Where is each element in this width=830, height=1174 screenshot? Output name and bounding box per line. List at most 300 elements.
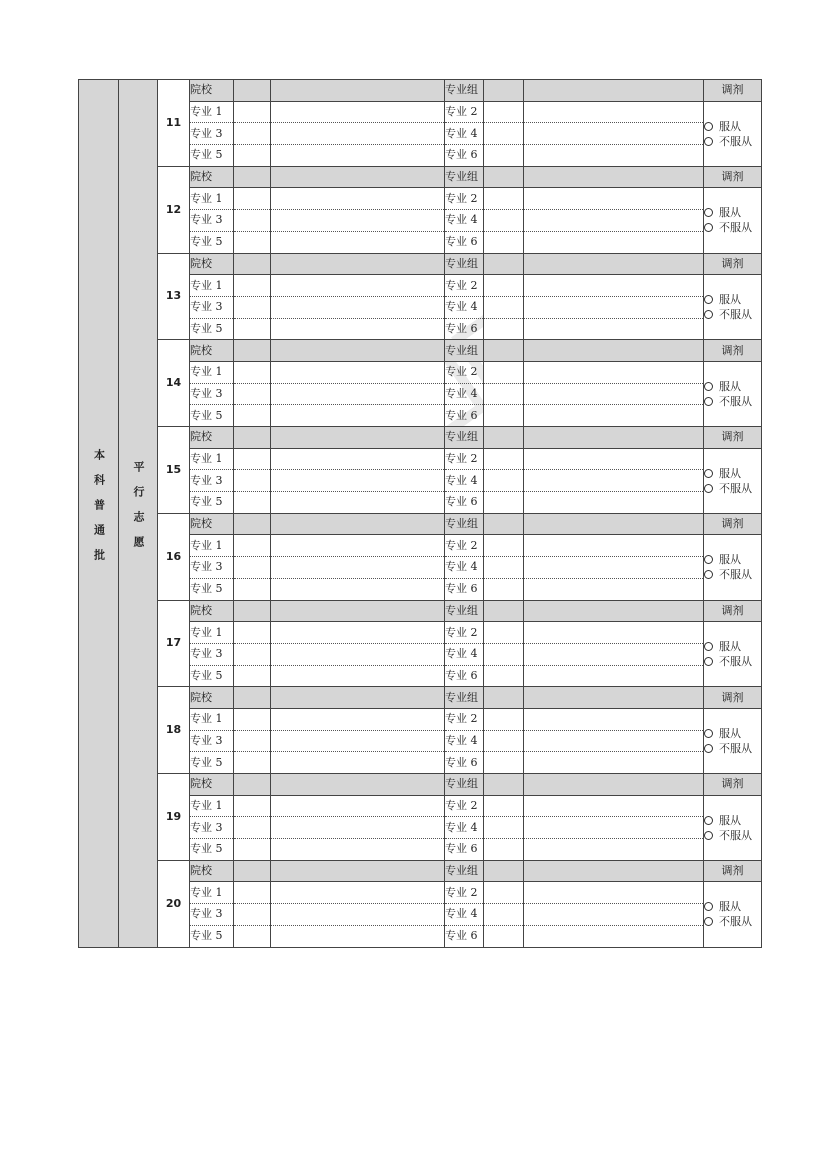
major-name-input[interactable] bbox=[524, 708, 704, 730]
major-code-input[interactable] bbox=[234, 145, 271, 167]
major-label: 专业 3 bbox=[190, 557, 234, 579]
major-label: 专业 5 bbox=[190, 578, 234, 600]
school-code-input[interactable] bbox=[234, 600, 271, 622]
major-name-input[interactable] bbox=[271, 925, 445, 947]
group-code-input[interactable] bbox=[484, 253, 524, 275]
major-code-input[interactable] bbox=[234, 231, 271, 253]
major-name-input[interactable] bbox=[271, 318, 445, 340]
major-label: 专业 5 bbox=[190, 318, 234, 340]
major-name-input[interactable] bbox=[524, 730, 704, 752]
major-label: 专业 5 bbox=[190, 492, 234, 514]
major-code-input[interactable] bbox=[484, 535, 524, 557]
major-code-input[interactable] bbox=[484, 361, 524, 383]
major-code-input[interactable] bbox=[484, 817, 524, 839]
major-code-input[interactable] bbox=[234, 101, 271, 123]
obey-option-label: 服从 bbox=[719, 813, 741, 827]
major-name-input[interactable] bbox=[524, 405, 704, 427]
volunteer-header-row bbox=[79, 340, 762, 362]
radio-circle-icon[interactable] bbox=[704, 469, 713, 478]
radio-circle-icon[interactable] bbox=[704, 831, 713, 840]
major-code-input[interactable] bbox=[234, 643, 271, 665]
major-label: 专业 1 bbox=[190, 101, 234, 123]
group-name-input[interactable] bbox=[524, 253, 704, 275]
major-name-input[interactable] bbox=[271, 275, 445, 297]
major-code-input[interactable] bbox=[234, 470, 271, 492]
major-code-input[interactable] bbox=[234, 578, 271, 600]
radio-circle-icon[interactable] bbox=[704, 902, 713, 911]
obey-option-label: 服从 bbox=[719, 466, 741, 480]
major-name-input[interactable] bbox=[524, 123, 704, 145]
major-label: 专业 4 bbox=[445, 557, 484, 579]
radio-circle-icon[interactable] bbox=[704, 137, 713, 146]
major-name-input[interactable] bbox=[524, 622, 704, 644]
major-name-input[interactable] bbox=[271, 752, 445, 774]
adjust-label: 调剂 bbox=[704, 253, 762, 275]
obey-option[interactable] bbox=[704, 119, 761, 134]
group-label: 专业组 bbox=[445, 687, 484, 709]
major-name-input[interactable] bbox=[524, 795, 704, 817]
volunteer-header-row bbox=[79, 166, 762, 188]
major-label: 专业 2 bbox=[445, 882, 484, 904]
major-code-input[interactable] bbox=[234, 405, 271, 427]
not-obey-option-label: 不服从 bbox=[719, 221, 752, 235]
group-code-input[interactable] bbox=[484, 166, 524, 188]
major-name-input[interactable] bbox=[271, 622, 445, 644]
major-code-input[interactable] bbox=[484, 665, 524, 687]
school-code-input[interactable] bbox=[234, 860, 271, 882]
school-name-input[interactable] bbox=[271, 600, 445, 622]
major-label: 专业 3 bbox=[190, 817, 234, 839]
school-code-input[interactable] bbox=[234, 80, 271, 102]
group-label: 专业组 bbox=[445, 513, 484, 535]
not-obey-option-label: 不服从 bbox=[719, 134, 752, 148]
adjust-label: 调剂 bbox=[704, 340, 762, 362]
major-code-input[interactable] bbox=[234, 622, 271, 644]
school-label: 院校 bbox=[190, 427, 234, 449]
major-code-input[interactable] bbox=[234, 708, 271, 730]
group-label: 专业组 bbox=[445, 80, 484, 102]
school-code-input[interactable] bbox=[234, 513, 271, 535]
major-name-input[interactable] bbox=[524, 925, 704, 947]
major-code-input[interactable] bbox=[484, 839, 524, 861]
group-label: 专业组 bbox=[445, 166, 484, 188]
major-label: 专业 6 bbox=[445, 925, 484, 947]
radio-circle-icon[interactable] bbox=[704, 555, 713, 564]
school-name-input[interactable] bbox=[271, 774, 445, 796]
major-code-input[interactable] bbox=[484, 448, 524, 470]
group-label: 专业组 bbox=[445, 427, 484, 449]
major-label: 专业 1 bbox=[190, 448, 234, 470]
major-code-input[interactable] bbox=[234, 275, 271, 297]
major-label: 专业 1 bbox=[190, 708, 234, 730]
major-label: 专业 4 bbox=[445, 296, 484, 318]
not-obey-option[interactable] bbox=[704, 134, 761, 149]
major-name-input[interactable] bbox=[524, 557, 704, 579]
volunteer-type-cell bbox=[119, 80, 158, 948]
adjust-label: 调剂 bbox=[704, 687, 762, 709]
group-label: 专业组 bbox=[445, 860, 484, 882]
batch-cell bbox=[79, 80, 119, 948]
major-name-input[interactable] bbox=[271, 708, 445, 730]
volunteer-header-row bbox=[79, 860, 762, 882]
obey-option[interactable] bbox=[704, 899, 761, 914]
group-code-input[interactable] bbox=[484, 774, 524, 796]
volunteer-number: 16 bbox=[158, 513, 190, 600]
obey-option[interactable] bbox=[704, 205, 761, 220]
major-code-input[interactable] bbox=[484, 882, 524, 904]
major-code-input[interactable] bbox=[234, 123, 271, 145]
major-code-input[interactable] bbox=[234, 492, 271, 514]
major-name-input[interactable] bbox=[271, 296, 445, 318]
school-code-input[interactable] bbox=[234, 166, 271, 188]
major-code-input[interactable] bbox=[484, 405, 524, 427]
major-code-input[interactable] bbox=[234, 188, 271, 210]
major-code-input[interactable] bbox=[484, 210, 524, 232]
adjust-label: 调剂 bbox=[704, 80, 762, 102]
volunteer-header-row bbox=[79, 600, 762, 622]
major-name-input[interactable] bbox=[524, 231, 704, 253]
adjust-options bbox=[704, 535, 762, 600]
major-label: 专业 1 bbox=[190, 622, 234, 644]
major-name-input[interactable] bbox=[271, 145, 445, 167]
volunteer-header-row bbox=[79, 774, 762, 796]
major-code-input[interactable] bbox=[484, 578, 524, 600]
major-code-input[interactable] bbox=[234, 210, 271, 232]
group-label: 专业组 bbox=[445, 774, 484, 796]
major-name-input[interactable] bbox=[271, 904, 445, 926]
major-code-input[interactable] bbox=[484, 231, 524, 253]
volunteer-number: 18 bbox=[158, 687, 190, 774]
major-label: 专业 3 bbox=[190, 383, 234, 405]
volunteer-number: 12 bbox=[158, 166, 190, 253]
major-name-input[interactable] bbox=[271, 643, 445, 665]
major-label: 专业 2 bbox=[445, 188, 484, 210]
major-code-input[interactable] bbox=[234, 448, 271, 470]
major-name-input[interactable] bbox=[271, 882, 445, 904]
major-label: 专业 2 bbox=[445, 795, 484, 817]
major-label: 专业 1 bbox=[190, 882, 234, 904]
major-code-input[interactable] bbox=[484, 492, 524, 514]
major-code-input[interactable] bbox=[484, 275, 524, 297]
major-label: 专业 6 bbox=[445, 665, 484, 687]
group-name-input[interactable] bbox=[524, 687, 704, 709]
major-label: 专业 5 bbox=[190, 925, 234, 947]
major-name-input[interactable] bbox=[524, 210, 704, 232]
radio-circle-icon[interactable] bbox=[704, 208, 713, 217]
radio-circle-icon[interactable] bbox=[704, 744, 713, 753]
major-code-input[interactable] bbox=[234, 361, 271, 383]
group-code-input[interactable] bbox=[484, 860, 524, 882]
major-name-input[interactable] bbox=[524, 665, 704, 687]
group-code-input[interactable] bbox=[484, 427, 524, 449]
adjust-label: 调剂 bbox=[704, 513, 762, 535]
major-code-input[interactable] bbox=[484, 296, 524, 318]
major-name-input[interactable] bbox=[524, 188, 704, 210]
obey-option[interactable] bbox=[704, 813, 761, 828]
adjust-options bbox=[704, 882, 762, 947]
major-name-input[interactable] bbox=[524, 383, 704, 405]
group-label: 专业组 bbox=[445, 600, 484, 622]
school-name-input[interactable] bbox=[271, 253, 445, 275]
major-label: 专业 6 bbox=[445, 492, 484, 514]
major-name-input[interactable] bbox=[271, 535, 445, 557]
major-code-input[interactable] bbox=[234, 730, 271, 752]
group-code-input[interactable] bbox=[484, 80, 524, 102]
adjust-options bbox=[704, 188, 762, 253]
major-label: 专业 5 bbox=[190, 839, 234, 861]
major-name-input[interactable] bbox=[271, 101, 445, 123]
radio-circle-icon[interactable] bbox=[704, 382, 713, 391]
group-name-input[interactable] bbox=[524, 166, 704, 188]
radio-circle-icon[interactable] bbox=[704, 122, 713, 131]
school-name-input[interactable] bbox=[271, 340, 445, 362]
major-name-input[interactable] bbox=[524, 101, 704, 123]
volunteer-number: 13 bbox=[158, 253, 190, 340]
major-name-input[interactable] bbox=[271, 730, 445, 752]
group-name-input[interactable] bbox=[524, 80, 704, 102]
major-code-input[interactable] bbox=[234, 752, 271, 774]
major-name-input[interactable] bbox=[524, 448, 704, 470]
radio-circle-icon[interactable] bbox=[704, 816, 713, 825]
major-code-input[interactable] bbox=[234, 925, 271, 947]
major-code-input[interactable] bbox=[484, 318, 524, 340]
radio-circle-icon[interactable] bbox=[704, 570, 713, 579]
school-code-input[interactable] bbox=[234, 687, 271, 709]
major-code-input[interactable] bbox=[234, 665, 271, 687]
major-label: 专业 6 bbox=[445, 405, 484, 427]
major-code-input[interactable] bbox=[234, 904, 271, 926]
not-obey-option[interactable] bbox=[704, 828, 761, 843]
major-name-input[interactable] bbox=[271, 405, 445, 427]
school-code-input[interactable] bbox=[234, 340, 271, 362]
major-code-input[interactable] bbox=[484, 470, 524, 492]
major-name-input[interactable] bbox=[524, 470, 704, 492]
radio-circle-icon[interactable] bbox=[704, 223, 713, 232]
adjust-label: 调剂 bbox=[704, 166, 762, 188]
adjust-label: 调剂 bbox=[704, 860, 762, 882]
major-code-input[interactable] bbox=[484, 752, 524, 774]
major-name-input[interactable] bbox=[271, 188, 445, 210]
major-name-input[interactable] bbox=[524, 296, 704, 318]
major-code-input[interactable] bbox=[234, 296, 271, 318]
radio-circle-icon[interactable] bbox=[704, 729, 713, 738]
major-code-input[interactable] bbox=[484, 795, 524, 817]
obey-option-label: 服从 bbox=[719, 553, 741, 567]
group-name-input[interactable] bbox=[524, 774, 704, 796]
group-name-input[interactable] bbox=[524, 427, 704, 449]
obey-option[interactable] bbox=[704, 639, 761, 654]
major-name-input[interactable] bbox=[524, 882, 704, 904]
group-code-input[interactable] bbox=[484, 600, 524, 622]
obey-option-label: 服从 bbox=[719, 726, 741, 740]
school-code-input[interactable] bbox=[234, 774, 271, 796]
not-obey-option[interactable] bbox=[704, 654, 761, 669]
major-label: 专业 4 bbox=[445, 730, 484, 752]
major-label: 专业 6 bbox=[445, 231, 484, 253]
major-code-input[interactable] bbox=[484, 622, 524, 644]
radio-circle-icon[interactable] bbox=[704, 917, 713, 926]
major-code-input[interactable] bbox=[234, 535, 271, 557]
group-name-input[interactable] bbox=[524, 340, 704, 362]
major-name-input[interactable] bbox=[524, 643, 704, 665]
not-obey-option-label: 不服从 bbox=[719, 568, 752, 582]
school-label: 院校 bbox=[190, 253, 234, 275]
not-obey-option[interactable] bbox=[704, 914, 761, 929]
major-label: 专业 6 bbox=[445, 752, 484, 774]
major-code-input[interactable] bbox=[484, 383, 524, 405]
radio-circle-icon[interactable] bbox=[704, 657, 713, 666]
major-name-input[interactable] bbox=[271, 795, 445, 817]
major-name-input[interactable] bbox=[524, 904, 704, 926]
school-name-input[interactable] bbox=[271, 166, 445, 188]
school-name-input[interactable] bbox=[271, 80, 445, 102]
major-label: 专业 3 bbox=[190, 296, 234, 318]
radio-circle-icon[interactable] bbox=[704, 310, 713, 319]
major-label: 专业 4 bbox=[445, 383, 484, 405]
major-label: 专业 1 bbox=[190, 535, 234, 557]
group-code-input[interactable] bbox=[484, 687, 524, 709]
group-name-input[interactable] bbox=[524, 513, 704, 535]
major-code-input[interactable] bbox=[234, 383, 271, 405]
radio-circle-icon[interactable] bbox=[704, 295, 713, 304]
major-name-input[interactable] bbox=[271, 557, 445, 579]
major-label: 专业 1 bbox=[190, 361, 234, 383]
major-label: 专业 2 bbox=[445, 622, 484, 644]
major-code-input[interactable] bbox=[484, 101, 524, 123]
major-name-input[interactable] bbox=[524, 275, 704, 297]
major-name-input[interactable] bbox=[524, 361, 704, 383]
major-label: 专业 6 bbox=[445, 839, 484, 861]
group-label: 专业组 bbox=[445, 340, 484, 362]
major-name-input[interactable] bbox=[524, 535, 704, 557]
major-label: 专业 4 bbox=[445, 817, 484, 839]
major-label: 专业 3 bbox=[190, 730, 234, 752]
major-label: 专业 1 bbox=[190, 188, 234, 210]
major-name-input[interactable] bbox=[271, 839, 445, 861]
obey-option[interactable] bbox=[704, 379, 761, 394]
obey-option-label: 服从 bbox=[719, 379, 741, 393]
school-code-input[interactable] bbox=[234, 253, 271, 275]
radio-circle-icon[interactable] bbox=[704, 484, 713, 493]
group-name-input[interactable] bbox=[524, 600, 704, 622]
major-code-input[interactable] bbox=[484, 188, 524, 210]
major-name-input[interactable] bbox=[271, 817, 445, 839]
group-code-input[interactable] bbox=[484, 513, 524, 535]
major-code-input[interactable] bbox=[484, 643, 524, 665]
major-name-input[interactable] bbox=[271, 123, 445, 145]
obey-option-label: 服从 bbox=[719, 206, 741, 220]
major-label: 专业 5 bbox=[190, 145, 234, 167]
major-label: 专业 5 bbox=[190, 231, 234, 253]
major-name-input[interactable] bbox=[271, 578, 445, 600]
major-name-input[interactable] bbox=[271, 448, 445, 470]
major-label: 专业 2 bbox=[445, 361, 484, 383]
major-code-input[interactable] bbox=[234, 882, 271, 904]
major-label: 专业 3 bbox=[190, 470, 234, 492]
major-name-input[interactable] bbox=[524, 817, 704, 839]
major-name-input[interactable] bbox=[271, 361, 445, 383]
obey-option-label: 服从 bbox=[719, 119, 741, 133]
obey-option[interactable] bbox=[704, 552, 761, 567]
major-code-input[interactable] bbox=[484, 730, 524, 752]
group-code-input[interactable] bbox=[484, 340, 524, 362]
school-name-input[interactable] bbox=[271, 513, 445, 535]
not-obey-option[interactable] bbox=[704, 741, 761, 756]
major-label: 专业 4 bbox=[445, 210, 484, 232]
major-label: 专业 2 bbox=[445, 101, 484, 123]
not-obey-option[interactable] bbox=[704, 481, 761, 496]
adjust-options bbox=[704, 622, 762, 687]
volunteer-header-row bbox=[79, 513, 762, 535]
major-code-input[interactable] bbox=[484, 925, 524, 947]
major-code-input[interactable] bbox=[484, 557, 524, 579]
not-obey-option[interactable] bbox=[704, 567, 761, 582]
major-label: 专业 5 bbox=[190, 405, 234, 427]
major-code-input[interactable] bbox=[484, 123, 524, 145]
major-label: 专业 2 bbox=[445, 708, 484, 730]
major-label: 专业 5 bbox=[190, 752, 234, 774]
major-name-input[interactable] bbox=[271, 492, 445, 514]
volunteer-header-row bbox=[79, 427, 762, 449]
major-name-input[interactable] bbox=[271, 231, 445, 253]
not-obey-option[interactable] bbox=[704, 307, 761, 322]
major-name-input[interactable] bbox=[524, 492, 704, 514]
major-label: 专业 6 bbox=[445, 145, 484, 167]
school-name-input[interactable] bbox=[271, 860, 445, 882]
radio-circle-icon[interactable] bbox=[704, 642, 713, 651]
major-name-input[interactable] bbox=[524, 145, 704, 167]
major-name-input[interactable] bbox=[271, 665, 445, 687]
major-name-input[interactable] bbox=[524, 578, 704, 600]
major-name-input[interactable] bbox=[271, 383, 445, 405]
volunteer-header-row bbox=[79, 687, 762, 709]
major-name-input[interactable] bbox=[271, 210, 445, 232]
obey-option[interactable] bbox=[704, 466, 761, 481]
school-code-input[interactable] bbox=[234, 427, 271, 449]
volunteer-number: 20 bbox=[158, 860, 190, 947]
school-name-input[interactable] bbox=[271, 687, 445, 709]
not-obey-option-label: 不服从 bbox=[719, 915, 752, 929]
school-label: 院校 bbox=[190, 80, 234, 102]
not-obey-option[interactable] bbox=[704, 220, 761, 235]
major-code-input[interactable] bbox=[484, 708, 524, 730]
major-code-input[interactable] bbox=[234, 557, 271, 579]
volunteer-number: 14 bbox=[158, 340, 190, 427]
major-code-input[interactable] bbox=[234, 817, 271, 839]
major-code-input[interactable] bbox=[234, 795, 271, 817]
major-code-input[interactable] bbox=[234, 839, 271, 861]
school-name-input[interactable] bbox=[271, 427, 445, 449]
major-name-input[interactable] bbox=[524, 752, 704, 774]
major-code-input[interactable] bbox=[484, 904, 524, 926]
volunteer-table bbox=[78, 79, 762, 948]
obey-option[interactable] bbox=[704, 292, 761, 307]
major-name-input[interactable] bbox=[271, 470, 445, 492]
group-name-input[interactable] bbox=[524, 860, 704, 882]
volunteer-header-row bbox=[79, 253, 762, 275]
radio-circle-icon[interactable] bbox=[704, 397, 713, 406]
major-code-input[interactable] bbox=[234, 318, 271, 340]
volunteer-number: 15 bbox=[158, 427, 190, 514]
major-name-input[interactable] bbox=[524, 839, 704, 861]
not-obey-option[interactable] bbox=[704, 394, 761, 409]
adjust-options bbox=[704, 795, 762, 860]
obey-option-label: 服从 bbox=[719, 640, 741, 654]
obey-option[interactable] bbox=[704, 726, 761, 741]
major-code-input[interactable] bbox=[484, 145, 524, 167]
volunteer-number: 17 bbox=[158, 600, 190, 687]
major-name-input[interactable] bbox=[524, 318, 704, 340]
